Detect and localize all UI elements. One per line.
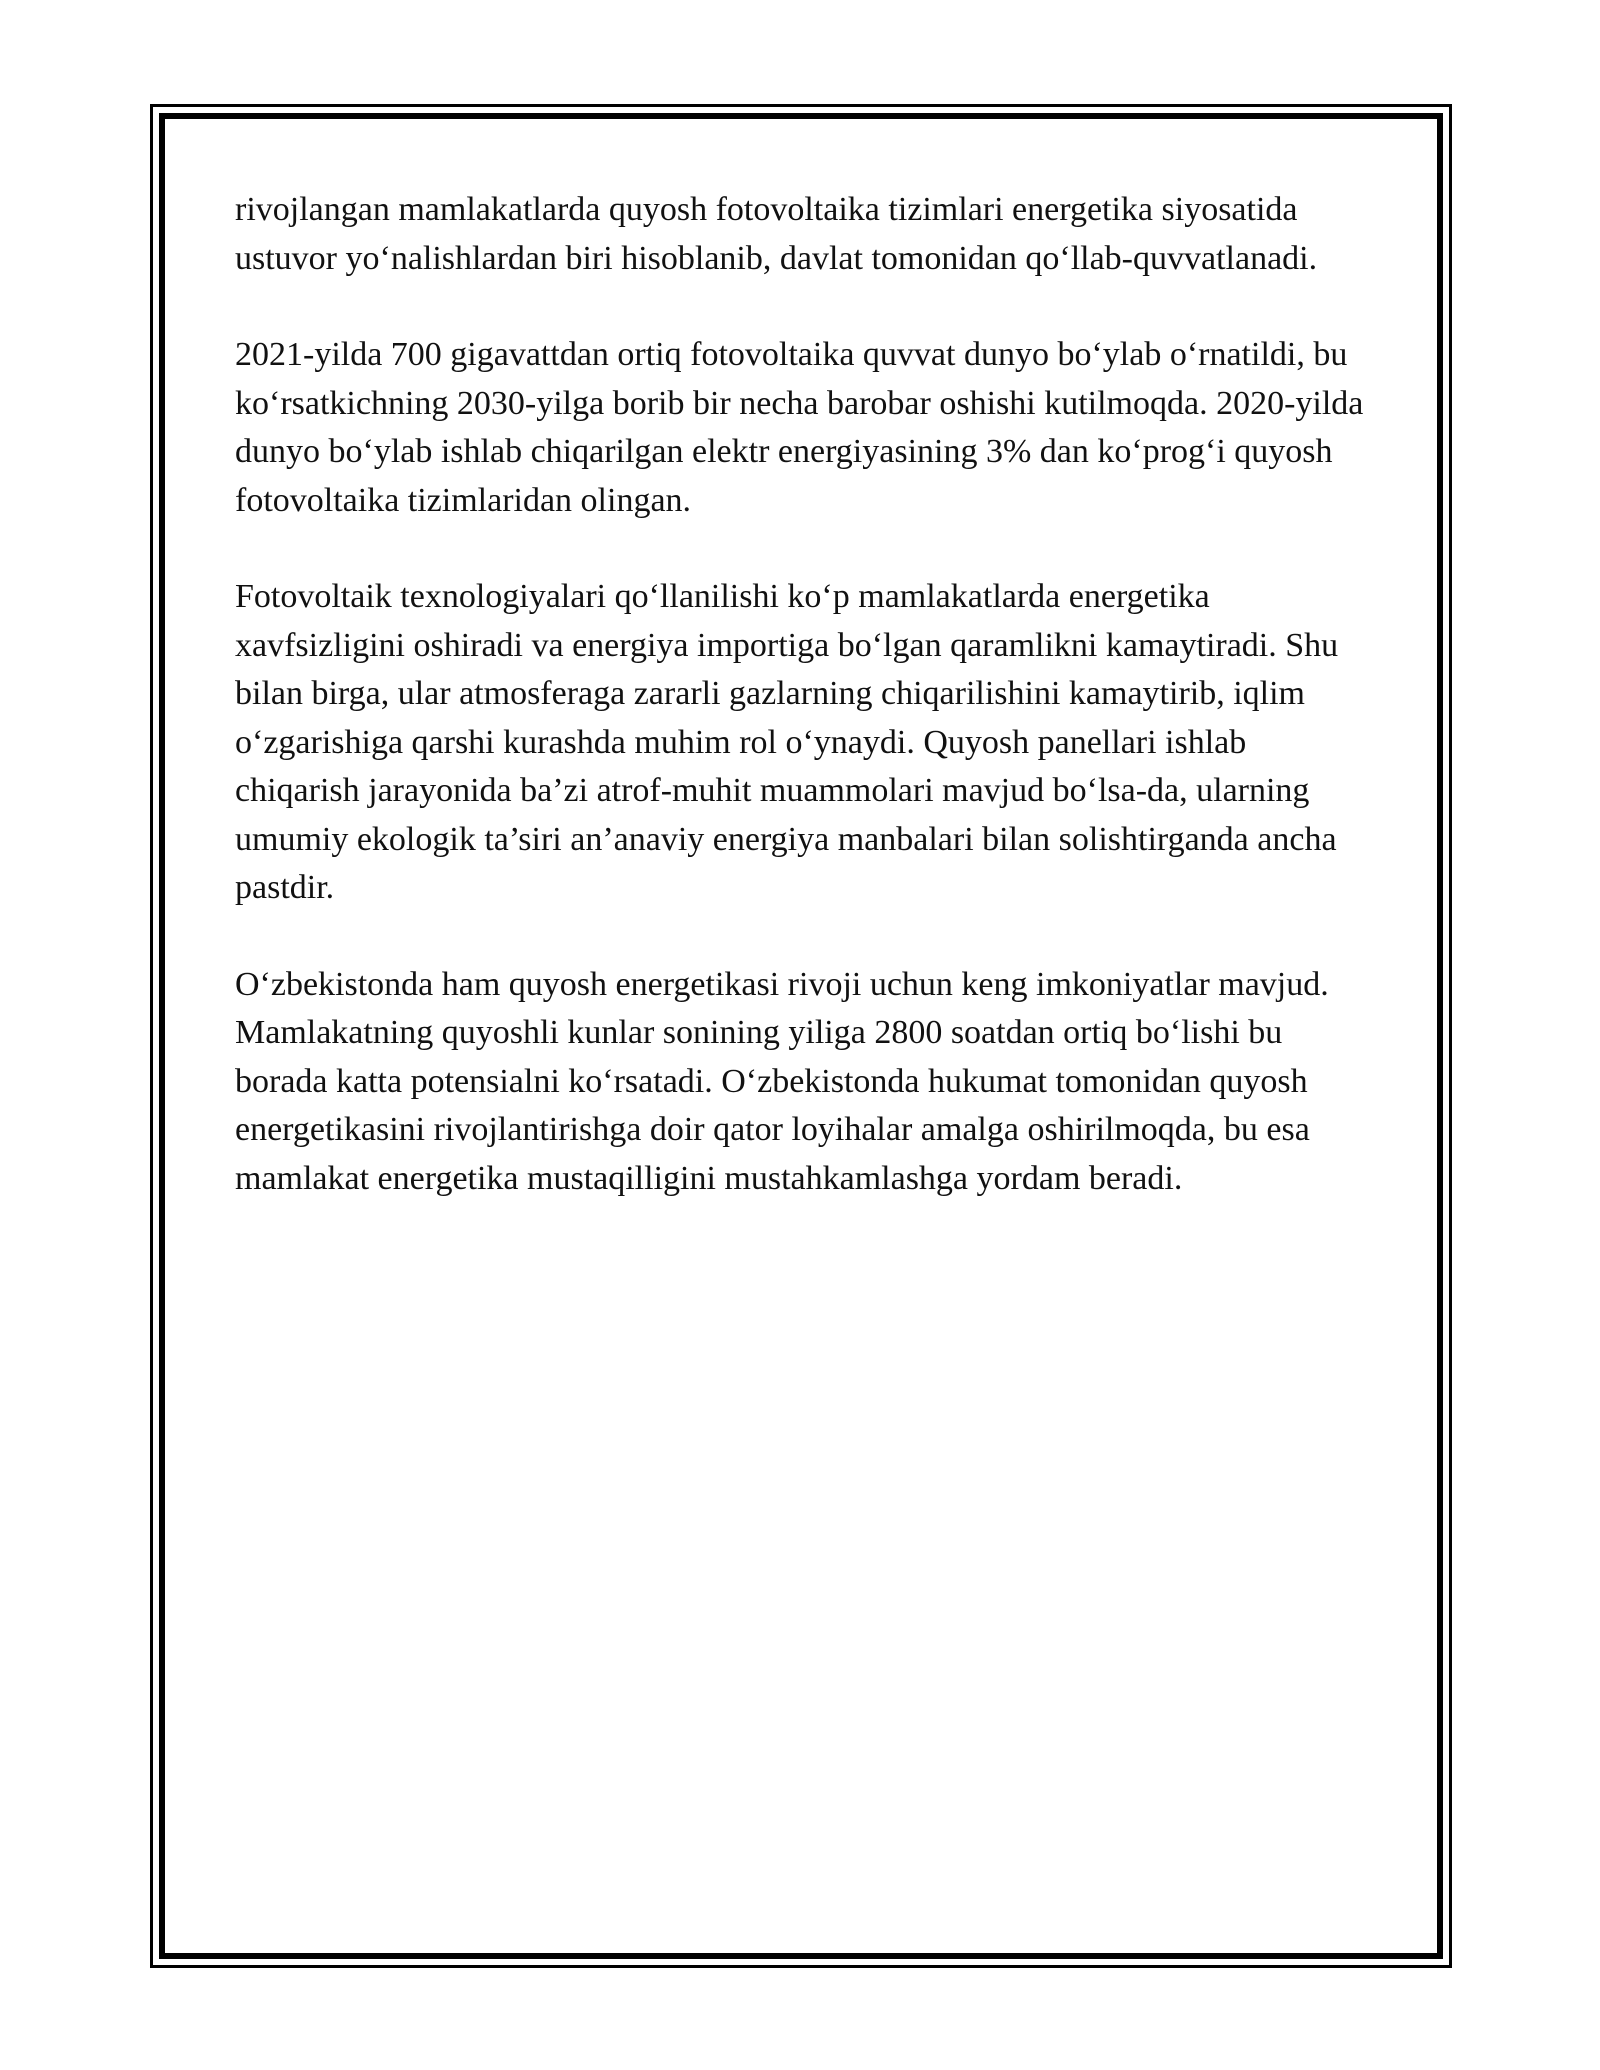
- document-body: [235, 186, 1375, 1251]
- paragraph-1: rivojlangan mamlakatlarda quyosh fotovoltaika tizimlari energetika siyosatida ustuvor yo‘nalishlardan biri hisoblanib, davlat tomonidan qo‘llab-quvvatlanadi.: [235, 191, 1318, 277]
- paragraph-2: 2021-yilda 700 gigavattdan ortiq fotovoltaika quvvat dunyo bo‘ylab o‘rnatildi, bu ko‘rsatkichning 2030-yilga borib bir necha barobar oshishi kutilmoqda. 2020-yilda dunyo bo‘ylab ishlab chiqarilgan elektr energiyasining 3% dan ko‘prog‘i quyosh fotovoltaika tizimlaridan olingan.: [235, 336, 1364, 519]
- paragraph-3: Fotovoltaik texnologiyalari qo‘llanilishi ko‘p mamlakatlarda energetika xavfsizligini oshiradi va energiya importiga bo‘lgan qaramlikni kamaytiradi. Shu bilan birga, ular atmosferaga zararli gazlarning chiqarilishini kamaytirib, iqlim o‘zgarishiga qarshi kurashda muhim rol o‘ynaydi. Quyosh panellari ishlab chiqarish jarayonida ba’zi atrof-muhit muammolari mavjud bo‘lsa-da, ularning umumiy ekologik ta’siri an’anaviy energiya manbalari bilan solishtirganda ancha pastdir.: [235, 578, 1339, 906]
- paragraph-4: O‘zbekistonda ham quyosh energetikasi rivoji uchun keng imkoniyatlar mavjud. Mamlakatning quyoshli kunlar sonining yiliga 2800 soatdan ortiq bo‘lishi bu borada katta potensialni ko‘rsatadi. O‘zbekistonda hukumat tomonidan quyosh energetikasini rivojlantirishga doir qator loyihalar amalga oshirilmoqda, bu esa mamlakat energetika mustaqilligini mustahkamlashga yordam beradi.: [235, 965, 1329, 1197]
